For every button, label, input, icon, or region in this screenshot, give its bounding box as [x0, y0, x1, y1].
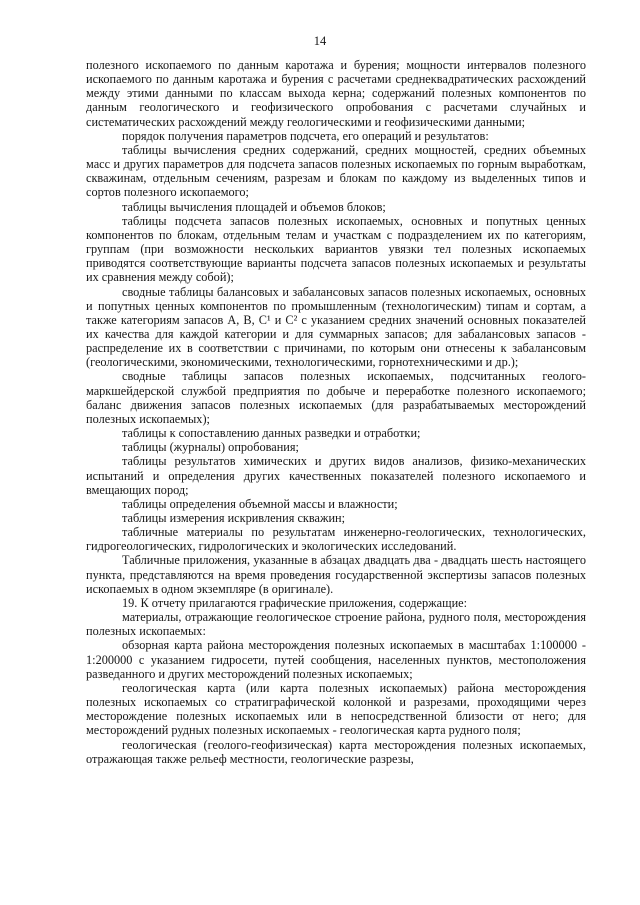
- paragraph: Табличные приложения, указанные в абзацах двадцать два - двадцать шесть настоящего пункта, представляются на время проведения государственной экспертизы запасов полезных ископаемых в одном экземпляре (в оригинале).: [86, 553, 586, 596]
- page-number: 14: [313, 34, 327, 48]
- paragraph: обзорная карта района месторождения полезных ископаемых в масштабах 1:100000 - 1:200000 с указанием гидросети, путей сообщения, населенных пунктов, местоположения разведанного и других месторождений полезных ископаемых;: [86, 638, 586, 681]
- paragraph: 19. К отчету прилагаются графические приложения, содержащие:: [122, 595, 468, 610]
- paragraph: таблицы определения объемной массы и влажности;: [122, 496, 398, 511]
- paragraph: таблицы измерения искривления скважин;: [122, 511, 346, 525]
- paragraph: материалы, отражающие геологическое строение района, рудного поля, месторождения полезных ископаемых:: [86, 610, 586, 639]
- paragraph: таблицы вычисления площадей и объемов блоков;: [122, 199, 386, 214]
- paragraph: сводные таблицы балансовых и забалансовых запасов полезных ископаемых, основных и попутных ценных компонентов по промышленным (технологическим) типам и сортам, а также категориям запасов A, B, C¹ и C² с указанием средних значений основных показателей их качества для каждой категории и для суммарных запасов; для забалансовых запасов - распределение их в соответствии с причинами, по которым они отнесены к забалансовым (геологическими, экономическими, технологическими, горнотехническими и др.);: [86, 284, 586, 370]
- paragraph: таблицы (журналы) опробования;: [122, 440, 299, 455]
- paragraph: геологическая карта (или карта полезных ископаемых) района месторождения полезных ископаемых со стратиграфической колонкой и разрезами, проходящими через месторождение полезных ископаемых или в непосредственной близости от него; для месторождений рудных полезных ископаемых - геологическая карта рудного поля;: [86, 680, 586, 738]
- paragraph: табличные материалы по результатам инженерно-геологических, технологических, гидрогеологических, гидрологических и экологических исследований.: [86, 525, 586, 554]
- paragraph: порядок получения параметров подсчета, его операций и результатов:: [122, 128, 489, 143]
- document-body: [86, 58, 586, 766]
- paragraph: таблицы вычисления средних содержаний, средних мощностей, средних объемных масс и других параметров для подсчета запасов полезных ископаемых по горным выработкам, скважинам, отдельным сечениям, разрезам и блокам по каждому из выделенных типов и сортов полезного ископаемого;: [86, 142, 586, 200]
- paragraph: таблицы к сопоставлению данных разведки и отработки;: [122, 426, 421, 441]
- paragraph: таблицы результатов химических и других видов анализов, физико-механических испытаний и определения других качественных показателей полезного ископаемого и вмещающих пород;: [86, 454, 586, 497]
- paragraph: таблицы подсчета запасов полезных ископаемых, основных и попутных ценных компонентов по блокам, отдельным телам и участкам с подразделением их по категориям, группам (при возможности нескольких вариантов увязки тел полезных ископаемых приводятся соответствующие варианты подсчета запасов полезных ископаемых и результаты их сравнения между собой);: [86, 213, 586, 285]
- paragraph: сводные таблицы запасов полезных ископаемых, подсчитанных геолого-маркшейдерской службой предприятия по добыче и переработке полезного ископаемого; баланс движения запасов полезных ископаемых (для разрабатываемых месторождений полезных ископаемых);: [86, 369, 586, 426]
- paragraph: полезного ископаемого по данным каротажа и бурения; мощности интервалов полезного ископаемого по данным каротажа и бурения с расчетами среднеквадратических расхождений между этими данными по классам выхода керна; содержаний полезных компонентов по данным геологического и геофизического опробования с расчетами случайных и систематических расхождений между геологическими и геофизическими данными;: [86, 58, 586, 129]
- paragraph: геологическая (геолого-геофизическая) карта месторождения полезных ископаемых, отражающая также рельеф местности, геологические разрезы,: [86, 737, 586, 766]
